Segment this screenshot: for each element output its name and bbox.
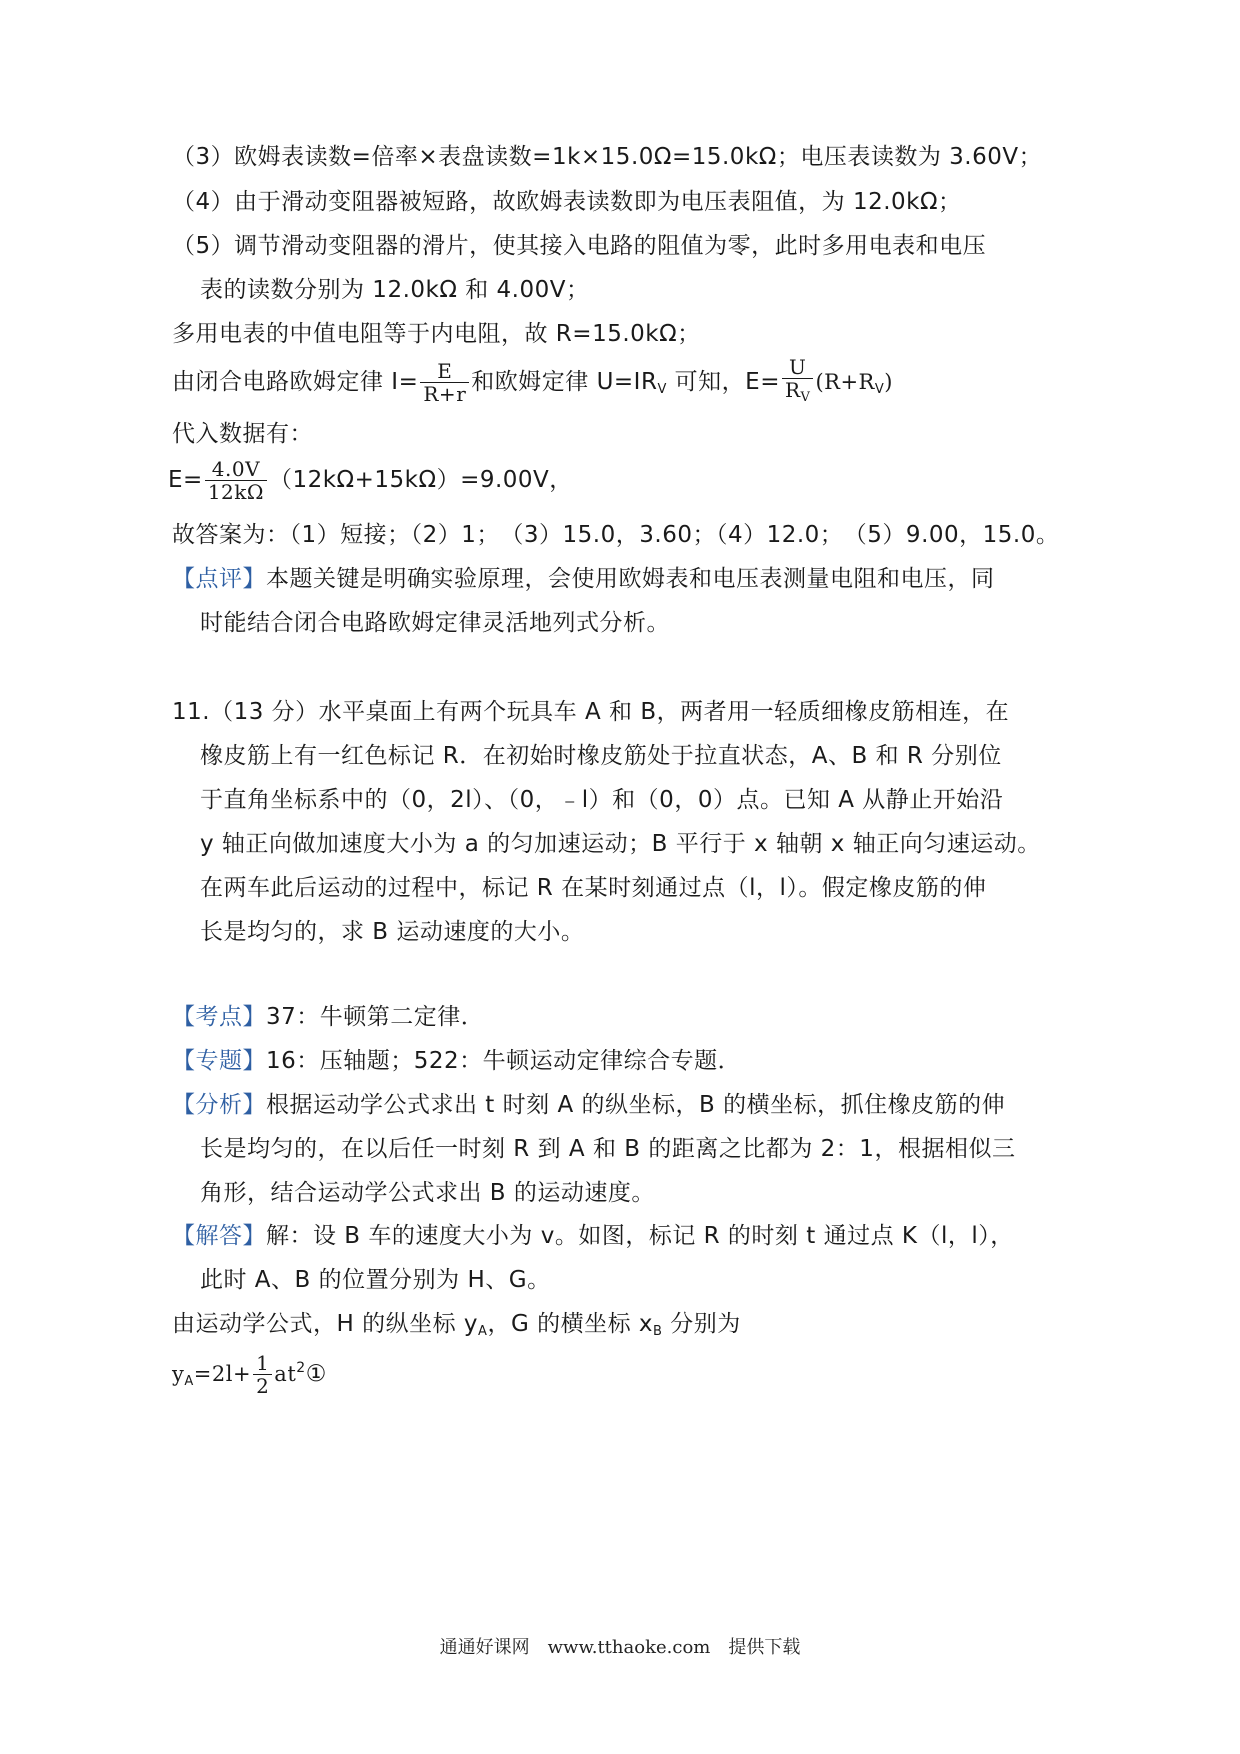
subscript-b: B	[653, 1324, 663, 1339]
jieda-line2: 此时 A、B 的位置分别为 H、G。	[200, 1267, 551, 1293]
solution-step-3: （3）欧姆表读数=倍率×表盘读数=1k×15.0Ω=15.0kΩ；电压表读数为 3.60V；	[172, 144, 1043, 170]
comment-line2: 时能结合闭合电路欧姆定律灵活地列式分析。	[200, 610, 670, 636]
law-middle: 和欧姆定律 U=IR	[471, 369, 658, 395]
equation-1	[172, 1338, 327, 1412]
coords-middle: ，G 的横坐标 x	[487, 1311, 653, 1337]
fenxi-row	[172, 1089, 1005, 1121]
jieda-label: 【解答】	[172, 1223, 266, 1249]
fraction-e-over-r-plus-r	[420, 360, 469, 405]
mid-resistance-statement: 多用电表的中值电阻等于内电阻，故 R=15.0kΩ；	[172, 321, 701, 347]
fraction-denominator: R+r	[423, 382, 467, 406]
question-11-line6: 长是均匀的，求 B 运动速度的大小。	[200, 919, 585, 945]
coords-suffix: 分别为	[662, 1311, 741, 1337]
law-suffix-end: )	[884, 370, 893, 394]
subscript-v: V	[800, 390, 811, 405]
fraction-one-half	[253, 1352, 272, 1397]
question-11-line3: 于直角坐标系中的（0，2l）、（0，﹣l）和（0，0）点。已知 A 从静止开始沿	[200, 787, 1004, 813]
subscript-a: A	[184, 1374, 194, 1389]
eq1-rhs: at	[274, 1362, 297, 1386]
answer-summary: 故答案为：（1）短接；（2）1； （3）15.0，3.60；（4）12.0； （5）9.00，15.0。	[172, 522, 1060, 548]
eq1-lhs: y	[172, 1362, 185, 1386]
fraction-u-over-rv	[782, 356, 813, 409]
zhuanti-text: 16：压轴题；522：牛顿运动定律综合专题．	[266, 1048, 742, 1074]
question-11-line4: y 轴正向做加速度大小为 a 的匀加速运动；B 平行于 x 轴朝 x 轴正向匀速运动。	[200, 831, 1041, 857]
fraction-numerator: 4.0V	[205, 458, 267, 481]
question-11-line5: 在两车此后运动的过程中，标记 R 在某时刻通过点（l，l）。假定橡皮筋的伸	[200, 875, 987, 901]
equation-number-mark: ①	[305, 1361, 327, 1387]
fenxi-line2: 长是均匀的，在以后任一时刻 R 到 A 和 B 的距离之比都为 2：1，根据相似三	[200, 1136, 1016, 1162]
fenxi-label: 【分析】	[172, 1092, 266, 1118]
calc-suffix: （12kΩ+15kΩ）=9.00V，	[268, 467, 573, 493]
fraction-4v-over-12k	[205, 458, 267, 503]
jieda-text: 解：设 B 车的速度大小为 v。如图，标记 R 的时刻 t 通过点 K（l，l），	[266, 1223, 1014, 1249]
fraction-numerator: U	[782, 356, 813, 379]
zhuanti-row	[172, 1045, 741, 1077]
kaodian-row	[172, 1001, 484, 1033]
comment-label: 【点评】	[172, 566, 266, 592]
denominator-r: R	[784, 378, 801, 402]
comment-line1	[172, 563, 995, 595]
subscript-v: V	[874, 382, 885, 397]
fenxi-line3: 角形，结合运动学公式求出 B 的运动速度。	[200, 1180, 655, 1206]
emf-calculation	[168, 450, 573, 510]
law-suffix: (R+R	[815, 370, 875, 394]
solution-step-5-line2: 表的读数分别为 12.0kΩ 和 4.00V；	[200, 277, 590, 303]
jieda-row	[172, 1220, 1014, 1252]
page-footer: 通通好课网 www.tthaoke.com 提供下载	[439, 1637, 801, 1658]
fraction-denominator	[782, 379, 813, 409]
ohm-law-equation	[172, 352, 893, 420]
kaodian-label: 【考点】	[172, 1004, 266, 1030]
superscript-2: 2	[296, 1360, 306, 1376]
question-11-line1: 11.（13 分）水平桌面上有两个玩具车 A 和 B，两者用一轻质细橡皮筋相连，在	[172, 699, 1010, 725]
fraction-denominator: 12kΩ	[207, 480, 264, 504]
law-prefix: 由闭合电路欧姆定律 I=	[172, 369, 419, 395]
coords-prefix: 由运动学公式，H 的纵坐标 y	[172, 1311, 479, 1337]
solution-step-4: （4）由于滑动变阻器被短路，故欧姆表读数即为电压表阻值，为 12.0kΩ；	[172, 189, 962, 215]
substitute-data-label: 代入数据有：	[172, 421, 313, 447]
comment-text: 本题关键是明确实验原理，会使用欧姆表和电压表测量电阻和电压，同	[266, 566, 995, 592]
subscript-v: V	[657, 382, 667, 397]
fraction-denominator: 2	[256, 1374, 270, 1398]
subscript-a: A	[478, 1324, 488, 1339]
solution-step-5-line1: （5）调节滑动变阻器的滑片，使其接入电路的阻值为零，此时多用电表和电压	[172, 233, 987, 259]
fraction-numerator: E	[420, 360, 469, 383]
question-11-line2: 橡皮筋上有一红色标记 R．在初始时橡皮筋处于拉直状态，A、B 和 R 分别位	[200, 743, 1002, 769]
eq1-mid: =2l+	[193, 1362, 252, 1386]
calc-prefix: E=	[168, 467, 203, 493]
zhuanti-label: 【专题】	[172, 1048, 266, 1074]
fenxi-text: 根据运动学公式求出 t 时刻 A 的纵坐标，B 的横坐标，抓住橡皮筋的伸	[266, 1092, 1006, 1118]
kaodian-text: 37：牛顿第二定律．	[266, 1004, 485, 1030]
fraction-numerator: 1	[253, 1352, 272, 1375]
law-middle-2: 可知，E=	[666, 369, 780, 395]
